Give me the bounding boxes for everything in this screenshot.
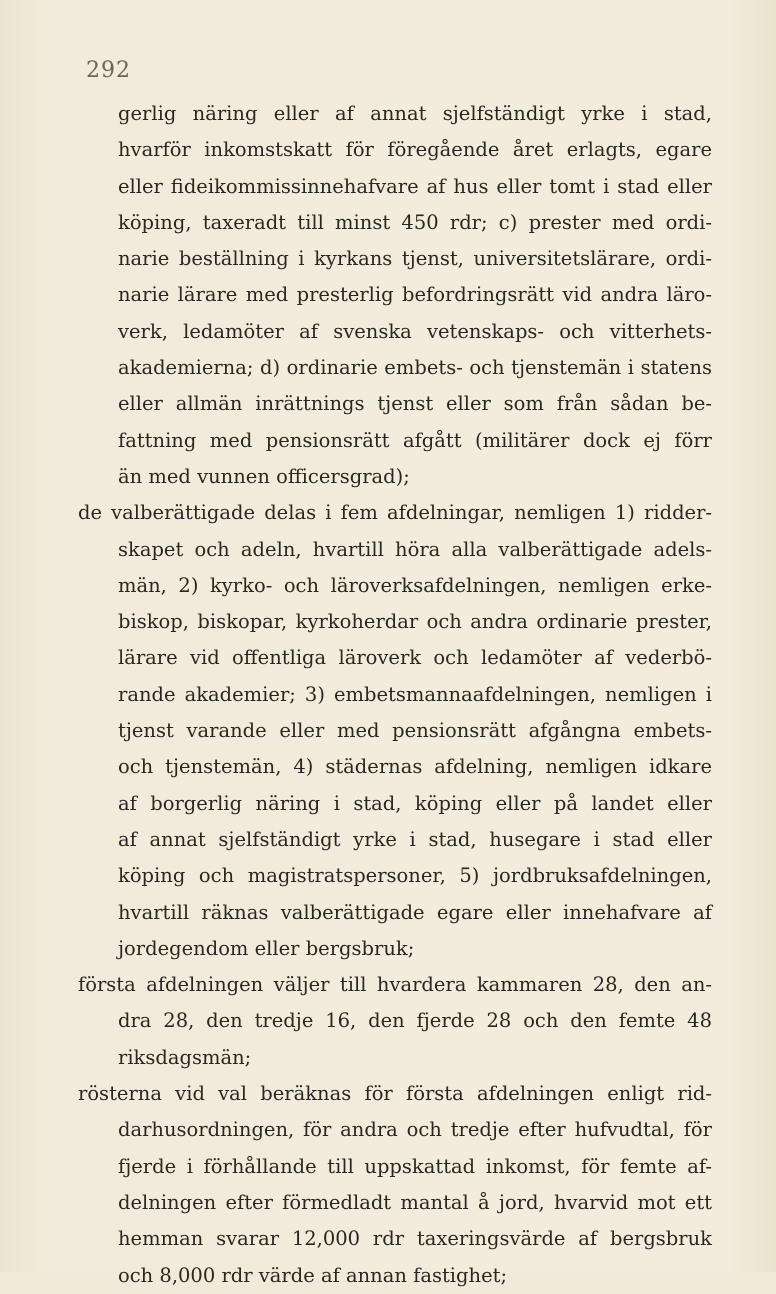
- text-line: dra 28, den tredje 16, den fjerde 28 och den femte 48: [118, 1009, 712, 1033]
- text-line: rösterna vid val beräknas för första afdelningen enligt rid-: [78, 1082, 712, 1106]
- text-line: lärare vid offentliga läroverk och ledamöter af vederbö-: [118, 646, 712, 670]
- page-number: 292: [86, 58, 131, 83]
- text-line: fjerde i förhållande till uppskattad inkomst, för femte af-: [118, 1154, 712, 1178]
- text-line: biskop, biskopar, kyrkoherdar och andra ordinarie prester,: [118, 610, 712, 634]
- text-line: akademierna; d) ordinarie embets- och tjenstemän i statens: [118, 356, 712, 380]
- text-line: tjenst varande eller med pensionsrätt afgångna embets-: [118, 719, 712, 743]
- text-line: narie beställning i kyrkans tjenst, universitetslärare, ordi-: [118, 247, 712, 271]
- body-text: [78, 96, 712, 1294]
- text-line: köping, taxeradt till minst 450 rdr; c) prester med ordi-: [118, 210, 712, 234]
- text-line: män, 2) kyrko- och läroverksafdelningen, nemligen erke-: [118, 573, 712, 597]
- text-line: hemman svarar 12,000 rdr taxeringsvärde af bergsbruk: [118, 1227, 712, 1251]
- text-line: af borgerlig näring i stad, köping eller på landet eller: [118, 791, 712, 815]
- text-line: de valberättigade delas i fem afdelningar, nemligen 1) ridder-: [78, 501, 712, 525]
- text-line: hvarför inkomstskatt för föregående året erlagts, egare: [118, 138, 712, 162]
- text-line: första afdelningen väljer till hvardera kammaren 28, den an-: [78, 973, 712, 997]
- text-line: eller allmän inrättnings tjenst eller som från sådan be-: [118, 392, 712, 416]
- text-line: och tjenstemän, 4) städernas afdelning, nemligen idkare: [118, 755, 712, 779]
- text-line: riksdagsmän;: [118, 1045, 252, 1069]
- text-line: och 8,000 rdr värde af annan fastighet;: [118, 1263, 508, 1287]
- text-line: gerlig näring eller af annat sjelfständigt yrke i stad,: [118, 102, 712, 125]
- text-line: än med vunnen officersgrad);: [118, 464, 410, 488]
- text-line: hvartill räknas valberättigade egare eller innehafvare af: [118, 900, 712, 924]
- text-line: delningen efter förmedladt mantal å jord, hvarvid mot ett: [118, 1190, 712, 1214]
- text-line: rande akademier; 3) embetsmannaafdelningen, nemligen i: [118, 682, 712, 706]
- text-line: eller fideikommissinnehafvare af hus eller tomt i stad eller: [118, 174, 712, 198]
- text-line: narie lärare med presterlig befordringsrätt vid andra läro-: [118, 283, 712, 307]
- text-line: jordegendom eller bergsbruk;: [118, 936, 415, 960]
- text-line: darhusordningen, för andra och tredje efter hufvudtal, för: [118, 1118, 712, 1142]
- text-line: verk, ledamöter af svenska vetenskaps- och vitterhets-: [118, 319, 712, 343]
- text-line: köping och magistratspersoner, 5) jordbruksafdelningen,: [118, 864, 712, 888]
- text-line: fattning med pensionsrätt afgått (militärer dock ej förr: [118, 428, 712, 452]
- text-line: af annat sjelfständigt yrke i stad, husegare i stad eller: [118, 827, 712, 851]
- text-line: skapet och adeln, hvartill höra alla valberättigade adels-: [118, 537, 712, 561]
